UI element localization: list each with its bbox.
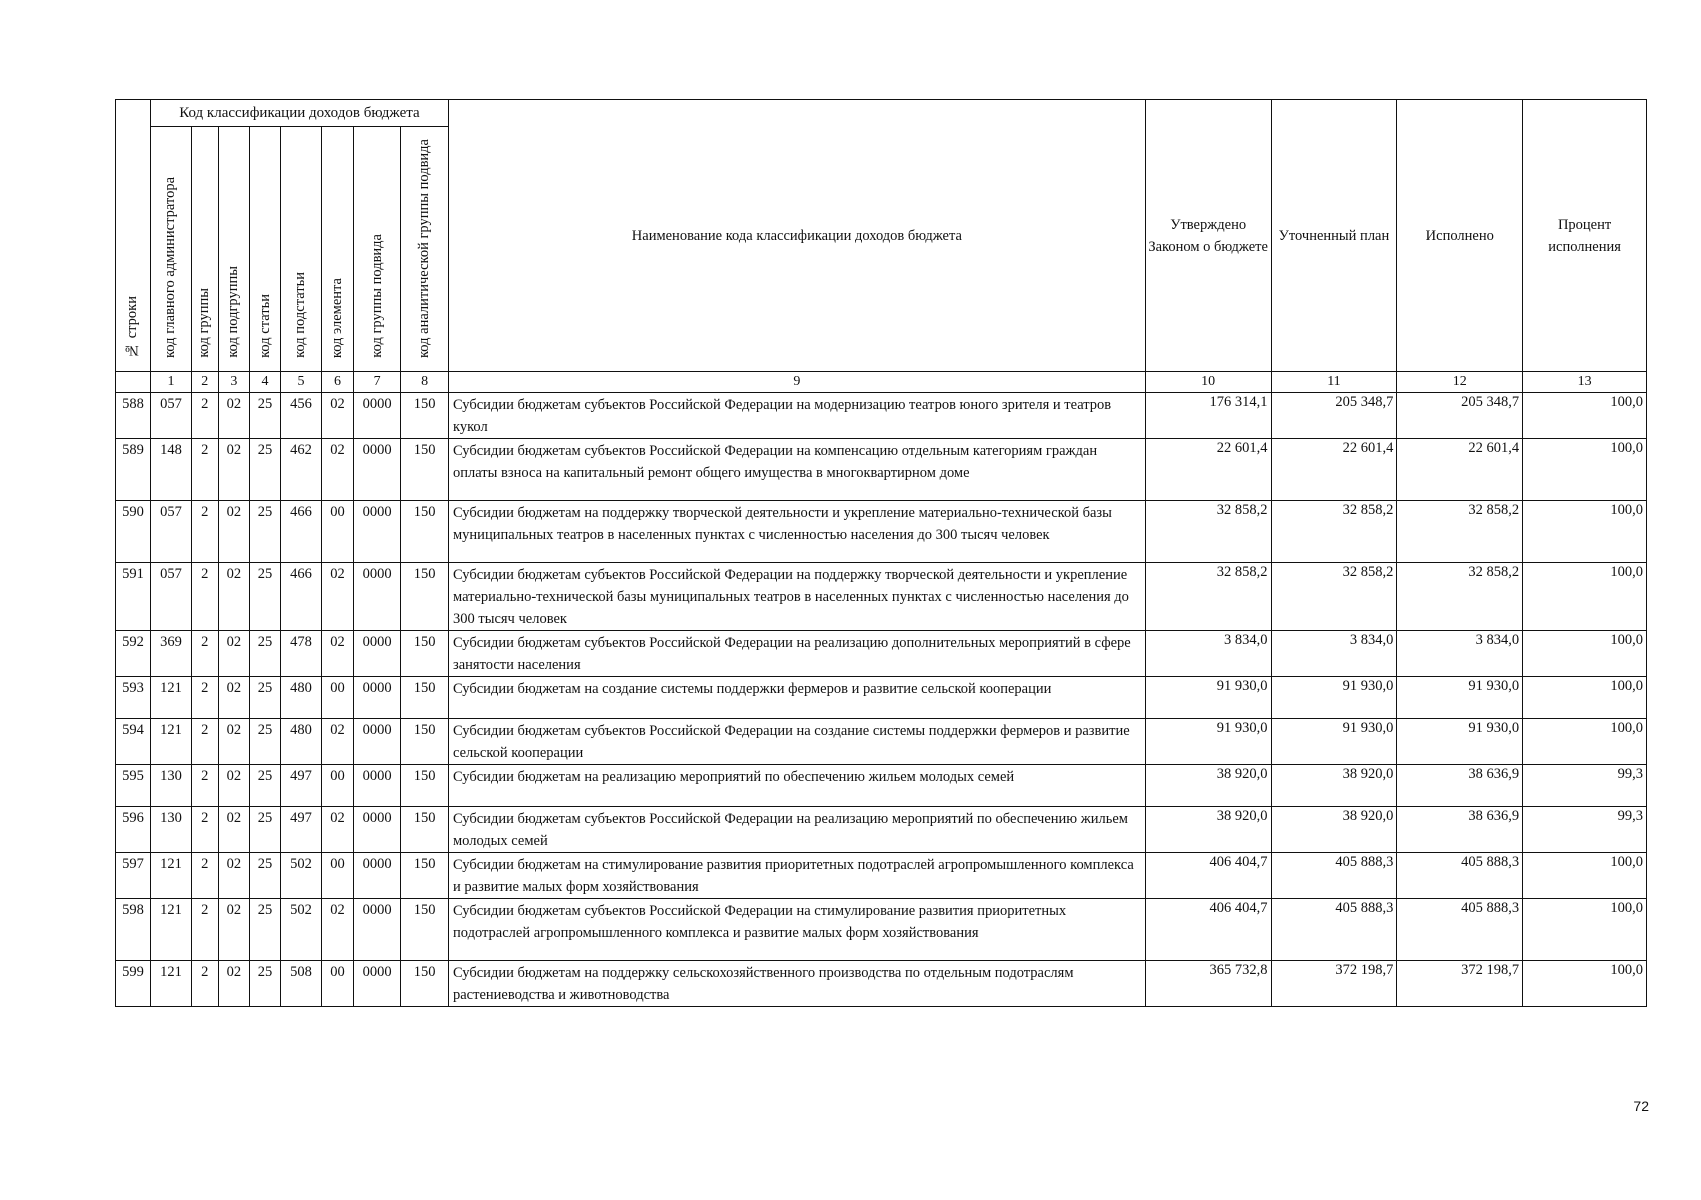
admin-code: 130: [150, 807, 191, 853]
subgroup-code: 02: [218, 961, 250, 1007]
article-code: 25: [250, 439, 281, 501]
header-code-article: код статьи: [250, 127, 281, 372]
table-row: [116, 765, 1647, 807]
table-row: [116, 807, 1647, 853]
admin-code: 369: [150, 631, 191, 677]
analytic-group-code: 150: [401, 961, 449, 1007]
subtype-group-code: 0000: [353, 961, 401, 1007]
refined-amount: 405 888,3: [1271, 899, 1397, 961]
subtype-group-code: 0000: [353, 899, 401, 961]
analytic-group-code: 150: [401, 899, 449, 961]
budget-revenue-table: [115, 99, 1647, 1007]
subarticle-code: 502: [280, 899, 321, 961]
approved-amount: 91 930,0: [1145, 677, 1271, 719]
subtype-group-code: 0000: [353, 853, 401, 899]
subarticle-code: 478: [280, 631, 321, 677]
subarticle-code: 497: [280, 765, 321, 807]
article-code: 25: [250, 677, 281, 719]
header-code-group: код группы: [192, 127, 218, 372]
execution-percent: 100,0: [1523, 563, 1647, 631]
execution-percent: 99,3: [1523, 807, 1647, 853]
col-number: 5: [280, 372, 321, 393]
element-code: 02: [322, 807, 354, 853]
header-classification-group: Код классификации доходов бюджета: [150, 100, 448, 127]
analytic-group-code: 150: [401, 439, 449, 501]
subgroup-code: 02: [218, 631, 250, 677]
execution-percent: 100,0: [1523, 501, 1647, 563]
col-number: 11: [1271, 372, 1397, 393]
row-number: 597: [116, 853, 151, 899]
refined-amount: 91 930,0: [1271, 677, 1397, 719]
col-number: 13: [1523, 372, 1647, 393]
executed-amount: 372 198,7: [1397, 961, 1523, 1007]
article-code: 25: [250, 765, 281, 807]
revenue-name: Субсидии бюджетам субъектов Российской Федерации на поддержку творческой деятельности и укрепление материально-технической базы муниципальных театров в населенных пунктах с численностью населения до 300 тысяч человек: [449, 563, 1146, 631]
refined-amount: 38 920,0: [1271, 807, 1397, 853]
element-code: 00: [322, 765, 354, 807]
subgroup-code: 02: [218, 677, 250, 719]
executed-amount: 38 636,9: [1397, 807, 1523, 853]
refined-amount: 32 858,2: [1271, 501, 1397, 563]
execution-percent: 100,0: [1523, 677, 1647, 719]
admin-code: 121: [150, 853, 191, 899]
execution-percent: 100,0: [1523, 439, 1647, 501]
col-number: 8: [401, 372, 449, 393]
analytic-group-code: 150: [401, 719, 449, 765]
article-code: 25: [250, 807, 281, 853]
article-code: 25: [250, 853, 281, 899]
execution-percent: 100,0: [1523, 961, 1647, 1007]
execution-percent: 100,0: [1523, 719, 1647, 765]
group-code: 2: [192, 393, 218, 439]
element-code: 02: [322, 899, 354, 961]
subtype-group-code: 0000: [353, 563, 401, 631]
approved-amount: 91 930,0: [1145, 719, 1271, 765]
table-row: [116, 961, 1647, 1007]
admin-code: 121: [150, 961, 191, 1007]
table-row: [116, 501, 1647, 563]
row-number: 590: [116, 501, 151, 563]
col-number: 3: [218, 372, 250, 393]
row-number: 595: [116, 765, 151, 807]
row-number: 592: [116, 631, 151, 677]
admin-code: 121: [150, 899, 191, 961]
col-number: 10: [1145, 372, 1271, 393]
executed-amount: 91 930,0: [1397, 677, 1523, 719]
approved-amount: 32 858,2: [1145, 563, 1271, 631]
subtype-group-code: 0000: [353, 631, 401, 677]
subtype-group-code: 0000: [353, 393, 401, 439]
element-code: 00: [322, 677, 354, 719]
row-number: 594: [116, 719, 151, 765]
subarticle-code: 462: [280, 439, 321, 501]
col-number: 9: [449, 372, 1146, 393]
col-number: 6: [322, 372, 354, 393]
admin-code: 130: [150, 765, 191, 807]
subtype-group-code: 0000: [353, 501, 401, 563]
table-row: [116, 719, 1647, 765]
refined-amount: 38 920,0: [1271, 765, 1397, 807]
header-code-analytic-group: код аналитической группы подвида: [401, 127, 449, 372]
admin-code: 121: [150, 677, 191, 719]
approved-amount: 38 920,0: [1145, 807, 1271, 853]
admin-code: 057: [150, 563, 191, 631]
element-code: 00: [322, 853, 354, 899]
subarticle-code: 456: [280, 393, 321, 439]
executed-amount: 405 888,3: [1397, 899, 1523, 961]
executed-amount: 205 348,7: [1397, 393, 1523, 439]
executed-amount: 405 888,3: [1397, 853, 1523, 899]
subtype-group-code: 0000: [353, 719, 401, 765]
header-code-element: код элемента: [322, 127, 354, 372]
group-code: 2: [192, 719, 218, 765]
row-number: 599: [116, 961, 151, 1007]
article-code: 25: [250, 393, 281, 439]
approved-amount: 22 601,4: [1145, 439, 1271, 501]
table-row: [116, 853, 1647, 899]
revenue-name: Субсидии бюджетам на поддержку сельскохозяйственного производства по отдельным подотраслям растениеводства и животноводства: [449, 961, 1146, 1007]
refined-amount: 91 930,0: [1271, 719, 1397, 765]
header-code-subgroup: код подгруппы: [218, 127, 250, 372]
article-code: 25: [250, 501, 281, 563]
refined-amount: 205 348,7: [1271, 393, 1397, 439]
header-row-number: № строки: [116, 100, 151, 372]
col-number: 12: [1397, 372, 1523, 393]
approved-amount: 406 404,7: [1145, 853, 1271, 899]
revenue-name: Субсидии бюджетам субъектов Российской Федерации на создание системы поддержки фермеров и развитие сельской кооперации: [449, 719, 1146, 765]
execution-percent: 100,0: [1523, 393, 1647, 439]
row-number: 591: [116, 563, 151, 631]
header-code-subtype-group: код группы подвида: [353, 127, 401, 372]
row-number: 589: [116, 439, 151, 501]
col-number: 4: [250, 372, 281, 393]
execution-percent: 100,0: [1523, 631, 1647, 677]
subgroup-code: 02: [218, 501, 250, 563]
article-code: 25: [250, 631, 281, 677]
revenue-name: Субсидии бюджетам на реализацию мероприятий по обеспечению жильем молодых семей: [449, 765, 1146, 807]
subtype-group-code: 0000: [353, 807, 401, 853]
article-code: 25: [250, 899, 281, 961]
approved-amount: 406 404,7: [1145, 899, 1271, 961]
subgroup-code: 02: [218, 439, 250, 501]
article-code: 25: [250, 719, 281, 765]
approved-amount: 38 920,0: [1145, 765, 1271, 807]
group-code: 2: [192, 563, 218, 631]
row-number: 596: [116, 807, 151, 853]
analytic-group-code: 150: [401, 393, 449, 439]
article-code: 25: [250, 961, 281, 1007]
revenue-name: Субсидии бюджетам на создание системы поддержки фермеров и развитие сельской кооперации: [449, 677, 1146, 719]
header-approved: Утверждено Законом о бюджете: [1145, 100, 1271, 372]
group-code: 2: [192, 807, 218, 853]
header-name: Наименование кода классификации доходов бюджета: [449, 100, 1146, 372]
subgroup-code: 02: [218, 765, 250, 807]
group-code: 2: [192, 677, 218, 719]
refined-amount: 372 198,7: [1271, 961, 1397, 1007]
analytic-group-code: 150: [401, 853, 449, 899]
executed-amount: 32 858,2: [1397, 501, 1523, 563]
subgroup-code: 02: [218, 899, 250, 961]
refined-amount: 32 858,2: [1271, 563, 1397, 631]
subarticle-code: 480: [280, 677, 321, 719]
col-number: 7: [353, 372, 401, 393]
analytic-group-code: 150: [401, 631, 449, 677]
table-row: [116, 677, 1647, 719]
table-row: [116, 631, 1647, 677]
revenue-name: Субсидии бюджетам на стимулирование развития приоритетных подотраслей агропромышленного комплекса и развитие малых форм хозяйствования: [449, 853, 1146, 899]
header-executed: Исполнено: [1397, 100, 1523, 372]
article-code: 25: [250, 563, 281, 631]
refined-amount: 3 834,0: [1271, 631, 1397, 677]
execution-percent: 100,0: [1523, 899, 1647, 961]
admin-code: 057: [150, 393, 191, 439]
executed-amount: 38 636,9: [1397, 765, 1523, 807]
subgroup-code: 02: [218, 393, 250, 439]
analytic-group-code: 150: [401, 501, 449, 563]
table-row: [116, 899, 1647, 961]
admin-code: 121: [150, 719, 191, 765]
revenue-name: Субсидии бюджетам субъектов Российской Федерации на стимулирование развития приоритетных подотраслей агропромышленного комплекса и развитие малых форм хозяйствования: [449, 899, 1146, 961]
element-code: 02: [322, 719, 354, 765]
element-code: 00: [322, 501, 354, 563]
refined-amount: 405 888,3: [1271, 853, 1397, 899]
group-code: 2: [192, 765, 218, 807]
analytic-group-code: 150: [401, 807, 449, 853]
row-number: 598: [116, 899, 151, 961]
group-code: 2: [192, 439, 218, 501]
analytic-group-code: 150: [401, 563, 449, 631]
executed-amount: 3 834,0: [1397, 631, 1523, 677]
header-percent: Процент исполнения: [1523, 100, 1647, 372]
subarticle-code: 502: [280, 853, 321, 899]
subtype-group-code: 0000: [353, 439, 401, 501]
revenue-name: Субсидии бюджетам субъектов Российской Федерации на реализацию мероприятий по обеспечению жильем молодых семей: [449, 807, 1146, 853]
subtype-group-code: 0000: [353, 765, 401, 807]
analytic-group-code: 150: [401, 677, 449, 719]
subgroup-code: 02: [218, 807, 250, 853]
col-number-blank: [116, 372, 151, 393]
subarticle-code: 508: [280, 961, 321, 1007]
executed-amount: 91 930,0: [1397, 719, 1523, 765]
subarticle-code: 466: [280, 501, 321, 563]
executed-amount: 32 858,2: [1397, 563, 1523, 631]
approved-amount: 365 732,8: [1145, 961, 1271, 1007]
approved-amount: 32 858,2: [1145, 501, 1271, 563]
subgroup-code: 02: [218, 719, 250, 765]
header-refined-plan: Уточненный план: [1271, 100, 1397, 372]
approved-amount: 3 834,0: [1145, 631, 1271, 677]
group-code: 2: [192, 853, 218, 899]
revenue-name: Субсидии бюджетам субъектов Российской Федерации на модернизацию театров юного зрителя и театров кукол: [449, 393, 1146, 439]
refined-amount: 22 601,4: [1271, 439, 1397, 501]
subarticle-code: 466: [280, 563, 321, 631]
revenue-name: Субсидии бюджетам субъектов Российской Федерации на компенсацию отдельным категориям граждан оплаты взноса на капитальный ремонт общего имущества в многоквартирном доме: [449, 439, 1146, 501]
page-number: 72: [1633, 1098, 1649, 1114]
element-code: 02: [322, 393, 354, 439]
element-code: 00: [322, 961, 354, 1007]
subgroup-code: 02: [218, 563, 250, 631]
revenue-name: Субсидии бюджетам на поддержку творческой деятельности и укрепление материально-технической базы муниципальных театров в населенных пунктах с численностью населения до 300 тысяч человек: [449, 501, 1146, 563]
row-number: 593: [116, 677, 151, 719]
approved-amount: 176 314,1: [1145, 393, 1271, 439]
col-number: 2: [192, 372, 218, 393]
group-code: 2: [192, 631, 218, 677]
revenue-name: Субсидии бюджетам субъектов Российской Федерации на реализацию дополнительных мероприятий в сфере занятости населения: [449, 631, 1146, 677]
group-code: 2: [192, 899, 218, 961]
subarticle-code: 480: [280, 719, 321, 765]
execution-percent: 99,3: [1523, 765, 1647, 807]
header-code-admin: код главного администратора: [150, 127, 191, 372]
admin-code: 057: [150, 501, 191, 563]
col-number: 1: [150, 372, 191, 393]
group-code: 2: [192, 961, 218, 1007]
group-code: 2: [192, 501, 218, 563]
subtype-group-code: 0000: [353, 677, 401, 719]
admin-code: 148: [150, 439, 191, 501]
row-number: 588: [116, 393, 151, 439]
executed-amount: 22 601,4: [1397, 439, 1523, 501]
table-row: [116, 563, 1647, 631]
subarticle-code: 497: [280, 807, 321, 853]
element-code: 02: [322, 439, 354, 501]
table-row: [116, 439, 1647, 501]
execution-percent: 100,0: [1523, 853, 1647, 899]
subgroup-code: 02: [218, 853, 250, 899]
element-code: 02: [322, 563, 354, 631]
analytic-group-code: 150: [401, 765, 449, 807]
table-row: [116, 393, 1647, 439]
header-code-subarticle: код подстатьи: [280, 127, 321, 372]
element-code: 02: [322, 631, 354, 677]
